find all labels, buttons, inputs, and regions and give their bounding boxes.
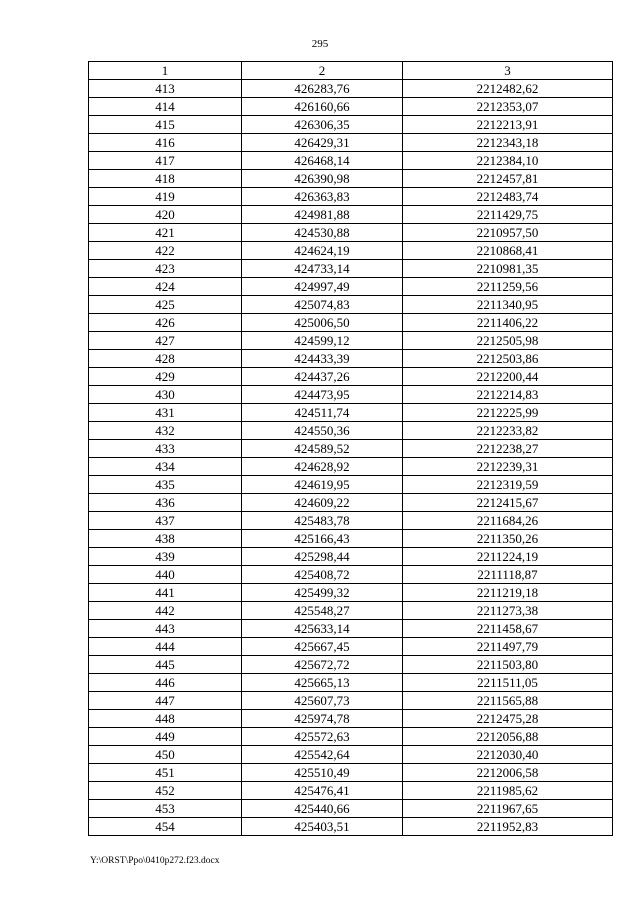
x-coordinate-cell: 426429,31 (242, 134, 403, 152)
table-row (89, 368, 613, 386)
y-coordinate-cell: 2211497,79 (403, 638, 613, 656)
x-coordinate-cell: 424619,95 (242, 476, 403, 494)
y-coordinate-cell: 2211503,80 (403, 656, 613, 674)
y-coordinate-cell: 2212319,59 (403, 476, 613, 494)
point-number-cell: 448 (89, 710, 242, 728)
x-coordinate-cell: 424530,88 (242, 224, 403, 242)
x-coordinate-cell: 426468,14 (242, 152, 403, 170)
x-coordinate-cell: 425974,78 (242, 710, 403, 728)
point-number-cell: 447 (89, 692, 242, 710)
point-number-cell: 451 (89, 764, 242, 782)
table-row (89, 764, 613, 782)
table-row (89, 458, 613, 476)
y-coordinate-cell: 2212238,27 (403, 440, 613, 458)
table-row (89, 386, 613, 404)
y-coordinate-cell: 2212030,40 (403, 746, 613, 764)
y-coordinate-cell: 2211259,56 (403, 278, 613, 296)
x-coordinate-cell: 425403,51 (242, 818, 403, 836)
table-row (89, 692, 613, 710)
table-row (89, 656, 613, 674)
point-number-cell: 450 (89, 746, 242, 764)
point-number-cell: 436 (89, 494, 242, 512)
y-coordinate-cell: 2212239,31 (403, 458, 613, 476)
x-coordinate-cell: 425633,14 (242, 620, 403, 638)
table-row (89, 80, 613, 98)
point-number-cell: 445 (89, 656, 242, 674)
x-coordinate-cell: 425298,44 (242, 548, 403, 566)
y-coordinate-cell: 2211458,67 (403, 620, 613, 638)
point-number-cell: 438 (89, 530, 242, 548)
y-coordinate-cell: 2211967,65 (403, 800, 613, 818)
table-row (89, 314, 613, 332)
y-coordinate-cell: 2210868,41 (403, 242, 613, 260)
point-number-cell: 441 (89, 584, 242, 602)
x-coordinate-cell: 425510,49 (242, 764, 403, 782)
x-coordinate-cell: 425166,43 (242, 530, 403, 548)
y-coordinate-cell: 2212503,86 (403, 350, 613, 368)
y-coordinate-cell: 2212505,98 (403, 332, 613, 350)
y-coordinate-cell: 2211429,75 (403, 206, 613, 224)
x-coordinate-cell: 426306,35 (242, 116, 403, 134)
point-number-cell: 428 (89, 350, 242, 368)
table-row (89, 188, 613, 206)
table-header-row (89, 62, 613, 80)
y-coordinate-cell: 2212200,44 (403, 368, 613, 386)
y-coordinate-cell: 2211340,95 (403, 296, 613, 314)
point-number-cell: 420 (89, 206, 242, 224)
table-row (89, 512, 613, 530)
point-number-cell: 444 (89, 638, 242, 656)
column-header-3: 3 (403, 62, 613, 80)
y-coordinate-cell: 2210981,35 (403, 260, 613, 278)
y-coordinate-cell: 2211350,26 (403, 530, 613, 548)
point-number-cell: 418 (89, 170, 242, 188)
point-number-cell: 452 (89, 782, 242, 800)
table-row (89, 638, 613, 656)
y-coordinate-cell: 2212384,10 (403, 152, 613, 170)
x-coordinate-cell: 425667,45 (242, 638, 403, 656)
y-coordinate-cell: 2211511,05 (403, 674, 613, 692)
y-coordinate-cell: 2212213,91 (403, 116, 613, 134)
table-row (89, 242, 613, 260)
point-number-cell: 424 (89, 278, 242, 296)
y-coordinate-cell: 2212353,07 (403, 98, 613, 116)
x-coordinate-cell: 425665,13 (242, 674, 403, 692)
point-number-cell: 422 (89, 242, 242, 260)
table-row (89, 548, 613, 566)
point-number-cell: 443 (89, 620, 242, 638)
column-header-1: 1 (89, 62, 242, 80)
table-row (89, 440, 613, 458)
point-number-cell: 433 (89, 440, 242, 458)
point-number-cell: 431 (89, 404, 242, 422)
point-number-cell: 423 (89, 260, 242, 278)
y-coordinate-cell: 2211224,19 (403, 548, 613, 566)
table-row (89, 530, 613, 548)
y-coordinate-cell: 2211219,18 (403, 584, 613, 602)
point-number-cell: 427 (89, 332, 242, 350)
x-coordinate-cell: 425476,41 (242, 782, 403, 800)
y-coordinate-cell: 2212457,81 (403, 170, 613, 188)
x-coordinate-cell: 424624,19 (242, 242, 403, 260)
x-coordinate-cell: 424473,95 (242, 386, 403, 404)
y-coordinate-cell: 2212006,58 (403, 764, 613, 782)
point-number-cell: 437 (89, 512, 242, 530)
table-row (89, 566, 613, 584)
table-row (89, 674, 613, 692)
table-row (89, 818, 613, 836)
table-row (89, 602, 613, 620)
y-coordinate-cell: 2212343,18 (403, 134, 613, 152)
point-number-cell: 435 (89, 476, 242, 494)
point-number-cell: 425 (89, 296, 242, 314)
point-number-cell: 454 (89, 818, 242, 836)
x-coordinate-cell: 425542,64 (242, 746, 403, 764)
table-row (89, 350, 613, 368)
x-coordinate-cell: 425572,63 (242, 728, 403, 746)
point-number-cell: 416 (89, 134, 242, 152)
y-coordinate-cell: 2211118,87 (403, 566, 613, 584)
point-number-cell: 449 (89, 728, 242, 746)
coordinates-table (88, 61, 613, 836)
x-coordinate-cell: 424628,92 (242, 458, 403, 476)
point-number-cell: 429 (89, 368, 242, 386)
y-coordinate-cell: 2211273,38 (403, 602, 613, 620)
table-row (89, 728, 613, 746)
x-coordinate-cell: 424433,39 (242, 350, 403, 368)
y-coordinate-cell: 2212225,99 (403, 404, 613, 422)
y-coordinate-cell: 2212056,88 (403, 728, 613, 746)
point-number-cell: 426 (89, 314, 242, 332)
point-number-cell: 430 (89, 386, 242, 404)
x-coordinate-cell: 426363,83 (242, 188, 403, 206)
x-coordinate-cell: 424550,36 (242, 422, 403, 440)
table-row (89, 494, 613, 512)
x-coordinate-cell: 425548,27 (242, 602, 403, 620)
x-coordinate-cell: 425440,66 (242, 800, 403, 818)
y-coordinate-cell: 2211952,83 (403, 818, 613, 836)
x-coordinate-cell: 425006,50 (242, 314, 403, 332)
table-row (89, 296, 613, 314)
y-coordinate-cell: 2212483,74 (403, 188, 613, 206)
table-row (89, 584, 613, 602)
table-row (89, 710, 613, 728)
table-body (89, 80, 613, 836)
point-number-cell: 421 (89, 224, 242, 242)
page-number: 295 (311, 38, 329, 50)
x-coordinate-cell: 424733,14 (242, 260, 403, 278)
y-coordinate-cell: 2210957,50 (403, 224, 613, 242)
x-coordinate-cell: 424981,88 (242, 206, 403, 224)
point-number-cell: 434 (89, 458, 242, 476)
y-coordinate-cell: 2212214,83 (403, 386, 613, 404)
point-number-cell: 432 (89, 422, 242, 440)
table-row (89, 404, 613, 422)
y-coordinate-cell: 2211684,26 (403, 512, 613, 530)
table-row (89, 746, 613, 764)
x-coordinate-cell: 425483,78 (242, 512, 403, 530)
point-number-cell: 419 (89, 188, 242, 206)
table-row (89, 260, 613, 278)
x-coordinate-cell: 425408,72 (242, 566, 403, 584)
footer-file-path: Y:\ORST\Ppo\0410p272.f23.docx (90, 856, 220, 866)
x-coordinate-cell: 424997,49 (242, 278, 403, 296)
table-row (89, 422, 613, 440)
x-coordinate-cell: 425607,73 (242, 692, 403, 710)
table-row (89, 800, 613, 818)
x-coordinate-cell: 426390,98 (242, 170, 403, 188)
point-number-cell: 439 (89, 548, 242, 566)
table-row (89, 620, 613, 638)
point-number-cell: 415 (89, 116, 242, 134)
point-number-cell: 413 (89, 80, 242, 98)
point-number-cell: 440 (89, 566, 242, 584)
x-coordinate-cell: 426160,66 (242, 98, 403, 116)
y-coordinate-cell: 2212233,82 (403, 422, 613, 440)
point-number-cell: 446 (89, 674, 242, 692)
x-coordinate-cell: 424437,26 (242, 368, 403, 386)
x-coordinate-cell: 424589,52 (242, 440, 403, 458)
y-coordinate-cell: 2212415,67 (403, 494, 613, 512)
x-coordinate-cell: 424511,74 (242, 404, 403, 422)
column-header-2: 2 (242, 62, 403, 80)
x-coordinate-cell: 425672,72 (242, 656, 403, 674)
table-row (89, 206, 613, 224)
x-coordinate-cell: 426283,76 (242, 80, 403, 98)
y-coordinate-cell: 2212482,62 (403, 80, 613, 98)
x-coordinate-cell: 425499,32 (242, 584, 403, 602)
y-coordinate-cell: 2211565,88 (403, 692, 613, 710)
point-number-cell: 453 (89, 800, 242, 818)
table-row (89, 332, 613, 350)
y-coordinate-cell: 2211985,62 (403, 782, 613, 800)
x-coordinate-cell: 425074,83 (242, 296, 403, 314)
point-number-cell: 442 (89, 602, 242, 620)
table-row (89, 278, 613, 296)
point-number-cell: 417 (89, 152, 242, 170)
y-coordinate-cell: 2212475,28 (403, 710, 613, 728)
table-row (89, 170, 613, 188)
table-row (89, 782, 613, 800)
y-coordinate-cell: 2211406,22 (403, 314, 613, 332)
table-row (89, 224, 613, 242)
table-row (89, 116, 613, 134)
x-coordinate-cell: 424599,12 (242, 332, 403, 350)
table-row (89, 476, 613, 494)
table-row (89, 134, 613, 152)
table-row (89, 152, 613, 170)
x-coordinate-cell: 424609,22 (242, 494, 403, 512)
point-number-cell: 414 (89, 98, 242, 116)
table-row (89, 98, 613, 116)
